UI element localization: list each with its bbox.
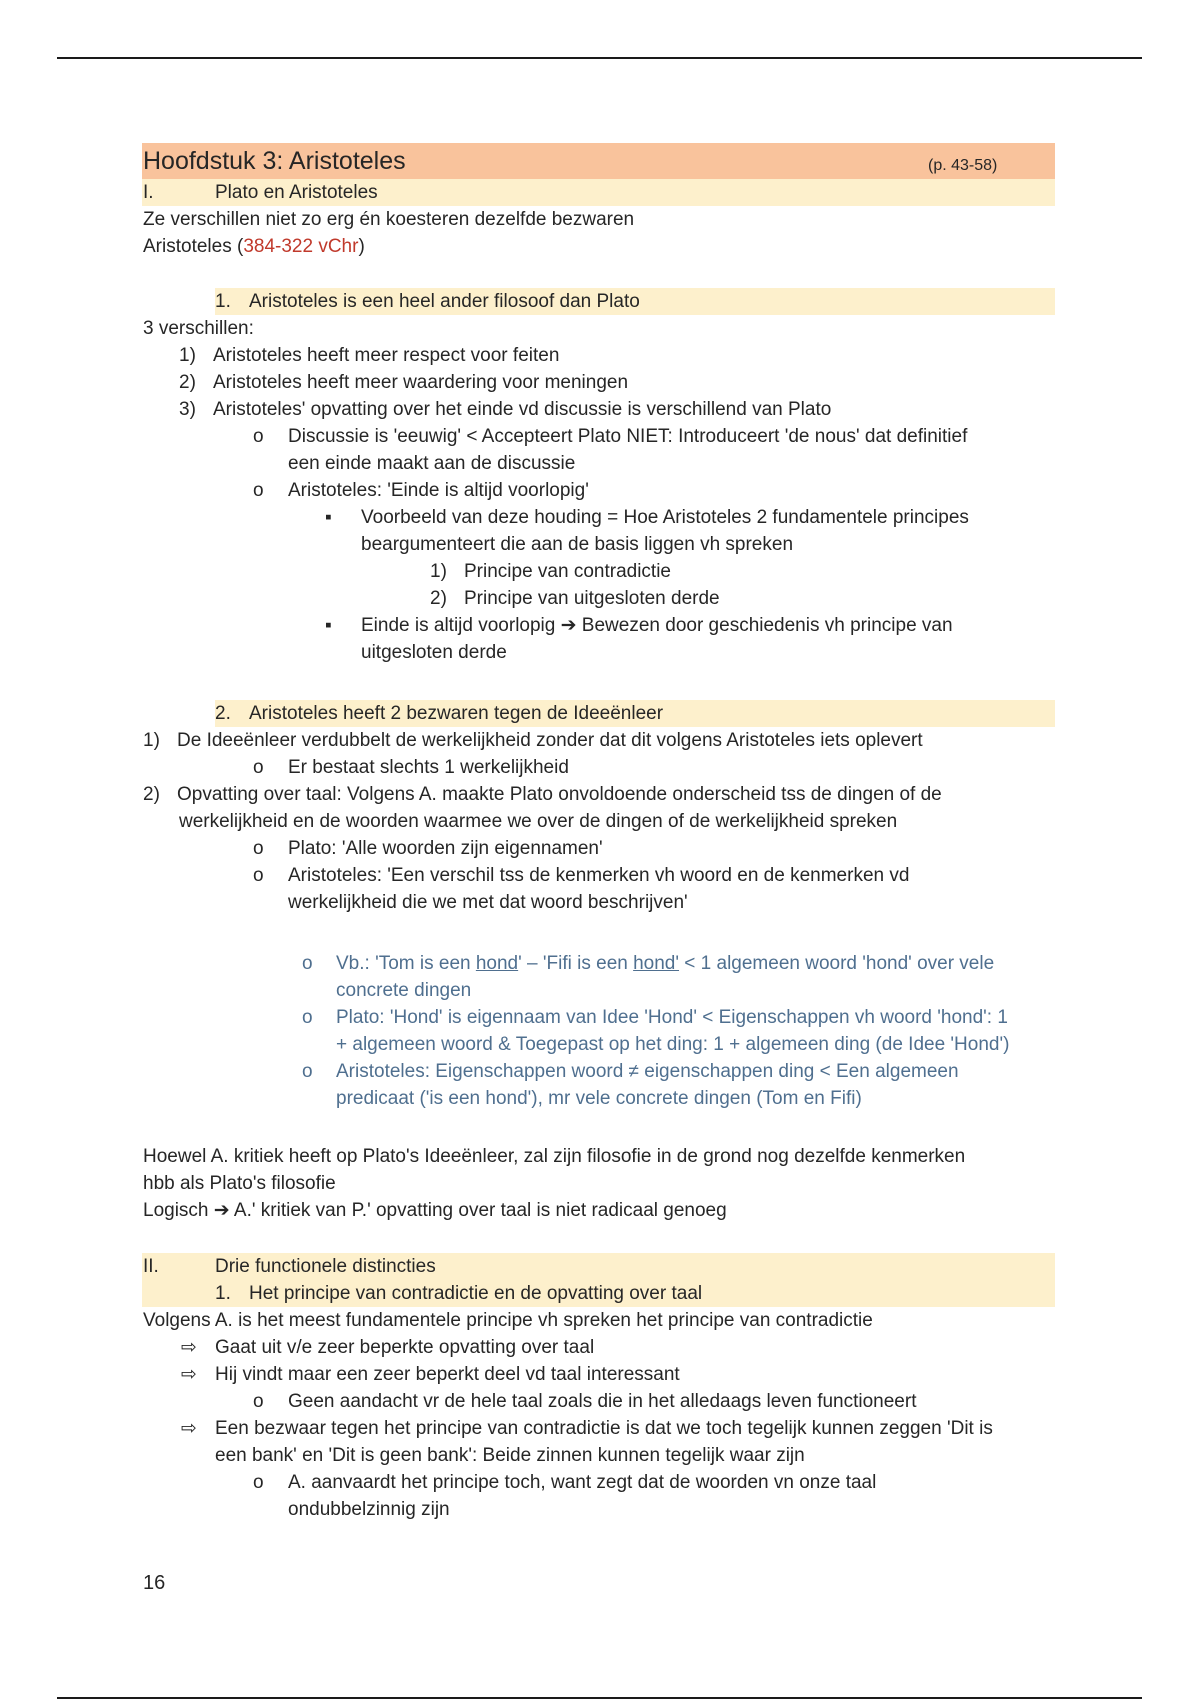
list-item: Gaat uit v/e zeer beperkte opvatting over taal [215,1337,595,1358]
intro-text: Ze verschillen niet zo erg én koesteren dezelfde bezwaren [143,209,635,230]
circle-bullet-icon: o [302,1007,313,1028]
circle-bullet-icon: o [253,480,264,501]
list-item: Geen aandacht vr de hele taal zoals die in het alledaags leven functioneert [288,1391,917,1412]
list-item: Hij vindt maar een zeer beperkt deel vd taal interessant [215,1364,680,1385]
list-item: 1) Aristoteles heeft meer respect voor feiten [179,345,560,366]
list-item: Plato: 'Alle woorden zijn eigennamen' [288,838,603,859]
example-item: Aristoteles: Eigenschappen woord ≠ eigenschappen ding < Een algemeen [336,1061,959,1082]
circle-bullet-icon: o [253,838,264,859]
section-number-1: I. [143,182,154,203]
example-item-continued: predicaat ('is een hond'), mr vele concrete dingen (Tom en Fifi) [336,1088,862,1109]
body-text: Volgens A. is het meest fundamentele principe vh spreken het principe van contradictie [143,1310,873,1331]
example-item: Plato: 'Hond' is eigennaam van Idee 'Hond' < Eigenschappen vh woord 'hond': 1 [336,1007,1008,1028]
circle-bullet-icon: o [253,426,264,447]
list-item: 3) Aristoteles' opvatting over het einde vd discussie is verschillend van Plato [179,399,832,420]
circle-bullet-icon: o [302,1061,313,1082]
arrow-bullet-icon: ⇨ [181,1418,197,1439]
footer-rule [57,1697,1142,1699]
list-item-continued: uitgesloten derde [361,642,507,663]
square-bullet-icon: ▪ [325,507,332,528]
list-item: 1) Principe van contradictie [430,561,671,582]
conclusion-text: Hoewel A. kritiek heeft op Plato's Ideeënleer, zal zijn filosofie in de grond nog dezelfde kenmerken [143,1146,966,1167]
example-item-continued: concrete dingen [336,980,472,1001]
list-item: 1) De Ideeënleer verdubbelt de werkelijkheid zonder dat dit volgens Aristoteles iets oplevert [143,730,923,751]
list-item: Discussie is 'eeuwig' < Accepteert Plato NIET: Introduceert 'de nous' dat definitief [288,426,968,447]
section-title-1: Plato en Aristoteles [215,182,378,203]
conclusion-text-continued: hbb als Plato's filosofie [143,1173,336,1194]
aristoteles-dates: Aristoteles (384-322 vChr) [143,236,365,257]
circle-bullet-icon: o [302,953,313,974]
list-item-continued: beargumenteert die aan de basis liggen vh spreken [361,534,794,555]
list-item-continued: werkelijkheid en de woorden waarmee we over de dingen of de werkelijkheid spreken [179,811,898,832]
list-item: Aristoteles: 'Een verschil tss de kenmerken vh woord en de kenmerken vd [288,865,910,886]
circle-bullet-icon: o [253,1391,264,1412]
list-item: 2) Principe van uitgesloten derde [430,588,720,609]
circle-bullet-icon: o [253,757,264,778]
arrow-bullet-icon: ⇨ [181,1364,197,1385]
square-bullet-icon: ▪ [325,615,332,636]
list-item: 2) Opvatting over taal: Volgens A. maakte Plato onvoldoende onderscheid tss de dingen of de [143,784,942,805]
page-number: 16 [143,1572,166,1594]
list-item: Voorbeeld van deze houding = Hoe Aristoteles 2 fundamentele principes [361,507,969,528]
circle-bullet-icon: o [253,865,264,886]
example-item: Vb.: 'Tom is een hond' – 'Fifi is een hond' < 1 algemeen woord 'hond' over vele [336,953,995,974]
section-number-2: II. [143,1256,159,1277]
circle-bullet-icon: o [253,1472,264,1493]
list-item-continued: werkelijkheid die we met dat woord beschrijven' [288,892,688,913]
list-item: 2) Aristoteles heeft meer waardering voor meningen [179,372,629,393]
list-item: Einde is altijd voorlopig ➔ Bewezen door geschiedenis vh principe van [361,615,953,636]
chapter-title: Hoofdstuk 3: Aristoteles [143,147,406,175]
subsection-heading-2: 2. Aristoteles heeft 2 bezwaren tegen de Ideeënleer [215,703,664,724]
list-item-continued: ondubbelzinnig zijn [288,1499,450,1520]
list-item: Aristoteles: 'Einde is altijd voorlopig' [288,480,589,501]
section-title-2: Drie functionele distincties [215,1256,436,1277]
arrow-bullet-icon: ⇨ [181,1337,197,1358]
list-item-continued: een einde maakt aan de discussie [288,453,576,474]
list-item: Een bezwaar tegen het principe van contradictie is dat we toch tegelijk kunnen zeggen 'Dit is [215,1418,993,1439]
list-item-continued: een bank' en 'Dit is geen bank': Beide zinnen kunnen tegelijk waar zijn [215,1445,805,1466]
subsection-heading-1: 1. Aristoteles is een heel ander filosoof dan Plato [215,291,640,312]
conclusion-logical: Logisch ➔ A.' kritiek van P.' opvatting over taal is niet radicaal genoeg [143,1200,727,1221]
header-rule [57,57,1142,59]
list-item: A. aanvaardt het principe toch, want zegt dat de woorden vn onze taal [288,1472,877,1493]
example-item-continued: + algemeen woord & Toegepast op het ding: 1 + algemeen ding (de Idee 'Hond') [336,1034,1010,1055]
chapter-pages: (p. 43-58) [928,157,998,174]
list-item: Er bestaat slechts 1 werkelijkheid [288,757,569,778]
date-range: 384-322 vChr [243,236,359,257]
subsection-heading-3: 1. Het principe van contradictie en de opvatting over taal [215,1283,703,1304]
differences-label: 3 verschillen: [143,318,254,339]
